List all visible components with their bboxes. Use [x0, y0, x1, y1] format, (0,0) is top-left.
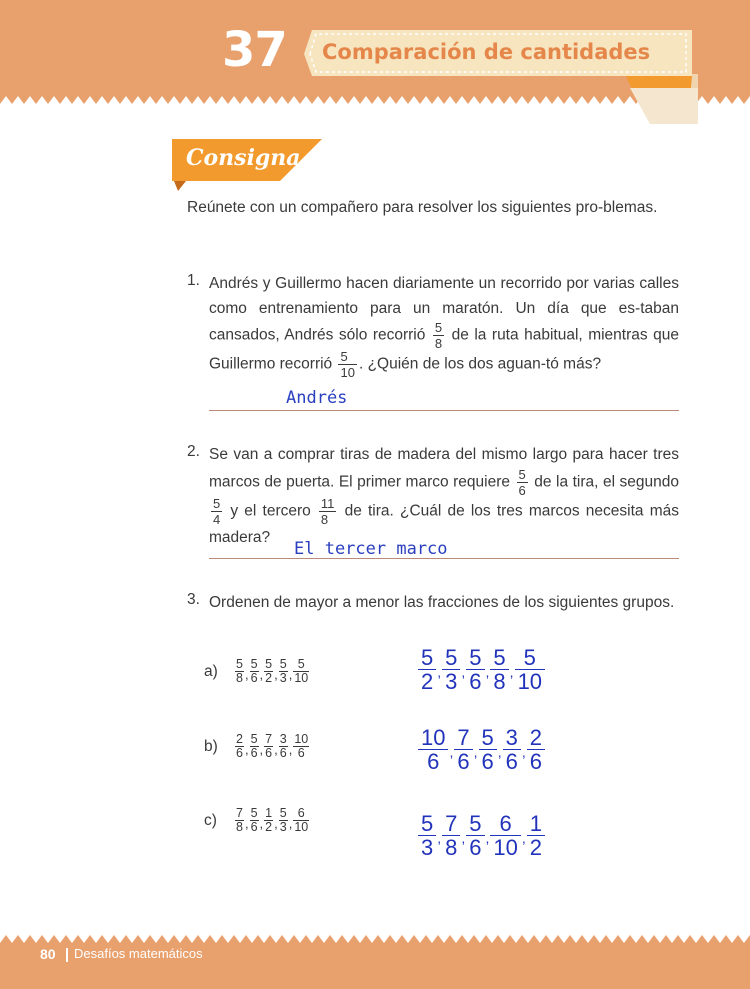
page-title: Comparación de cantidades: [322, 40, 651, 64]
comma: ,: [485, 829, 490, 846]
group-label: a): [204, 662, 218, 680]
fraction: $\frac{5}{10}$: [340, 349, 355, 380]
denominator: 2: [529, 835, 543, 861]
comma: ,: [274, 816, 278, 832]
numerator: 5: [466, 646, 484, 670]
group-label: c): [204, 811, 217, 829]
comma: ,: [521, 743, 526, 760]
group-c-row: [204, 807, 310, 834]
numerator: 5: [490, 646, 508, 670]
denominator: 6: [469, 835, 482, 861]
fraction: [490, 646, 508, 693]
fraction: [235, 807, 244, 834]
fraction: [293, 658, 309, 685]
problem-3-number: 3.: [187, 591, 200, 608]
denominator: 8: [236, 820, 243, 835]
denominator: 6: [250, 820, 258, 835]
denominator: 8: [445, 835, 458, 861]
comma: ,: [509, 663, 514, 680]
footer-band: [0, 935, 750, 989]
denominator: 10: [493, 835, 518, 861]
numerator: 5: [418, 812, 436, 836]
problem-2-text-c: y el tercero: [230, 502, 311, 520]
fraction: [279, 733, 288, 760]
numerator: 5: [293, 658, 309, 672]
denominator: 6: [236, 746, 243, 761]
problem-2-text: [209, 443, 679, 550]
numerator: 5: [442, 646, 460, 670]
denominator: 6: [427, 749, 440, 775]
denominator: 6: [505, 749, 518, 775]
comma: ,: [497, 743, 502, 760]
comma: ,: [437, 829, 442, 846]
comma: ,: [461, 663, 466, 680]
comma: ,: [449, 743, 454, 760]
fraction: [418, 726, 448, 773]
numerator: 5: [279, 657, 287, 671]
numerator: 5: [236, 657, 243, 671]
numerator: 7: [236, 806, 243, 820]
numerator: 7: [265, 732, 273, 746]
problem-1-text-c: . ¿Quién de los dos aguan-tó más?: [358, 355, 602, 373]
group-a-row: [204, 658, 310, 685]
comma: ,: [244, 667, 249, 683]
fraction: [466, 646, 484, 693]
fraction: [466, 812, 484, 859]
numerator: 5: [250, 657, 258, 671]
comma: ,: [288, 742, 293, 758]
fraction: [418, 646, 436, 693]
fraction: [250, 658, 259, 685]
fraction: [279, 807, 288, 834]
problem-2-text-d: de tira. ¿Cuál de los tres marcos necesita más madera?: [209, 502, 679, 546]
denominator: 10: [294, 820, 309, 835]
denominator: 6: [469, 669, 482, 695]
problem-1-text: [209, 272, 679, 379]
numerator: 1: [265, 806, 273, 820]
numerator: 6: [490, 812, 520, 836]
fraction: [503, 726, 521, 773]
answer-line: [209, 558, 679, 559]
problem-2-text-b: de la tira, el segundo: [534, 473, 679, 491]
group-c-answer[interactable]: [418, 812, 545, 859]
numerator: 5: [466, 812, 484, 836]
lesson-number: 37: [222, 22, 287, 78]
fraction: $\frac{11}{8}$: [320, 495, 335, 527]
denominator: 3: [279, 820, 287, 835]
numerator: 1: [527, 812, 545, 836]
problem-2-number: 2.: [187, 443, 200, 460]
group-b-answer[interactable]: [418, 726, 545, 773]
problem-1-text-a: Andrés y Guillermo hacen diariamente un recorrido por varias calles como entrenamiento para un maratón. Un día que es-taban cansados, Andrés sólo recorrió: [209, 275, 679, 344]
comma: ,: [244, 816, 249, 832]
numerator: 5: [250, 806, 258, 820]
denominator: 3: [279, 671, 287, 686]
footer-separator: [66, 948, 68, 962]
group-b-fractions: [234, 732, 310, 761]
fraction: [442, 646, 460, 693]
group-label: b): [204, 737, 218, 755]
denominator: 8: [236, 671, 243, 686]
denominator: 3: [421, 835, 434, 861]
denominator: 2: [265, 671, 273, 686]
fraction: $\frac{5}{6}$: [518, 466, 526, 498]
page-number: 80: [40, 946, 56, 962]
denominator: 3: [445, 669, 458, 695]
comma: ,: [274, 667, 278, 683]
fraction: [250, 733, 259, 760]
fraction: [527, 726, 545, 773]
fraction: [479, 726, 497, 773]
denominator: 10: [517, 669, 543, 695]
fraction: [279, 658, 288, 685]
problem-1-text-b: de la ruta habitual, mientras que Guillermo recorrió: [209, 326, 679, 373]
answer-line: [209, 410, 679, 411]
numerator: 3: [503, 726, 521, 750]
denominator: 2: [421, 669, 434, 695]
denominator: 6: [250, 746, 258, 761]
numerator: 10: [418, 726, 448, 750]
denominator: 6: [457, 749, 470, 775]
fraction: [264, 658, 273, 685]
comma: ,: [521, 829, 526, 846]
comma: ,: [473, 743, 478, 760]
fraction: [235, 733, 244, 760]
group-a-answer[interactable]: [418, 646, 545, 693]
comma: ,: [437, 663, 442, 680]
fraction: [527, 812, 545, 859]
fraction: [418, 812, 436, 859]
intro-text: Reúnete con un compañero para resolver los siguientes pro-blemas.: [187, 199, 658, 216]
numerator: 5: [418, 646, 436, 670]
fraction: [264, 733, 273, 760]
fraction: [264, 807, 273, 834]
fraction: [454, 726, 472, 773]
problem-1-answer[interactable]: Andrés: [286, 388, 348, 408]
comma: ,: [244, 742, 249, 758]
numerator: 5: [515, 646, 545, 670]
numerator: 5: [265, 657, 273, 671]
denominator: 6: [279, 746, 287, 761]
comma: ,: [274, 742, 278, 758]
fraction: $\frac{5}{8}$: [434, 320, 443, 351]
fraction: [235, 658, 244, 685]
numerator: 5: [479, 726, 497, 750]
numerator: 2: [527, 726, 545, 750]
group-b-row: [204, 733, 310, 760]
numerator: 2: [236, 732, 243, 746]
group-c-fractions: [234, 806, 310, 835]
denominator: 10: [294, 671, 309, 686]
fraction: [442, 812, 460, 859]
comma: ,: [259, 667, 264, 683]
problem-2-text-a: Se van a comprar tiras de madera del mismo largo para hacer tres marcos de puerta. El primer marco requiere: [209, 446, 679, 491]
numerator: 3: [279, 732, 287, 746]
numerator: 10: [294, 732, 309, 746]
denominator: 6: [250, 671, 258, 686]
comma: ,: [288, 816, 293, 832]
comma: ,: [259, 742, 264, 758]
fraction: [250, 807, 259, 834]
numerator: 5: [279, 806, 287, 820]
denominator: 8: [493, 669, 506, 695]
comma: ,: [461, 829, 466, 846]
numerator: 6: [293, 807, 309, 821]
comma: ,: [485, 663, 490, 680]
book-title: Desafíos matemáticos: [74, 946, 203, 961]
fraction: $\frac{5}{4}$: [213, 495, 221, 527]
denominator: 6: [265, 746, 273, 761]
numerator: 5: [250, 732, 258, 746]
fraction: [293, 807, 309, 834]
problem-3-text: Ordenen de mayor a menor las fracciones de los siguientes grupos.: [209, 594, 675, 611]
numerator: 7: [442, 812, 460, 836]
group-a-fractions: [234, 657, 310, 686]
denominator: 2: [265, 820, 273, 835]
fraction: [515, 646, 545, 693]
fraction: [490, 812, 520, 859]
consigna-label: Consigna: [186, 145, 301, 171]
comma: ,: [288, 667, 293, 683]
problem-1-number: 1.: [187, 272, 200, 289]
problem-2-answer[interactable]: El tercer marco: [294, 539, 448, 559]
denominator: 6: [297, 746, 305, 761]
denominator: 6: [529, 749, 543, 775]
numerator: 7: [454, 726, 472, 750]
denominator: 6: [481, 749, 494, 775]
fraction: [293, 733, 309, 760]
comma: ,: [259, 816, 264, 832]
